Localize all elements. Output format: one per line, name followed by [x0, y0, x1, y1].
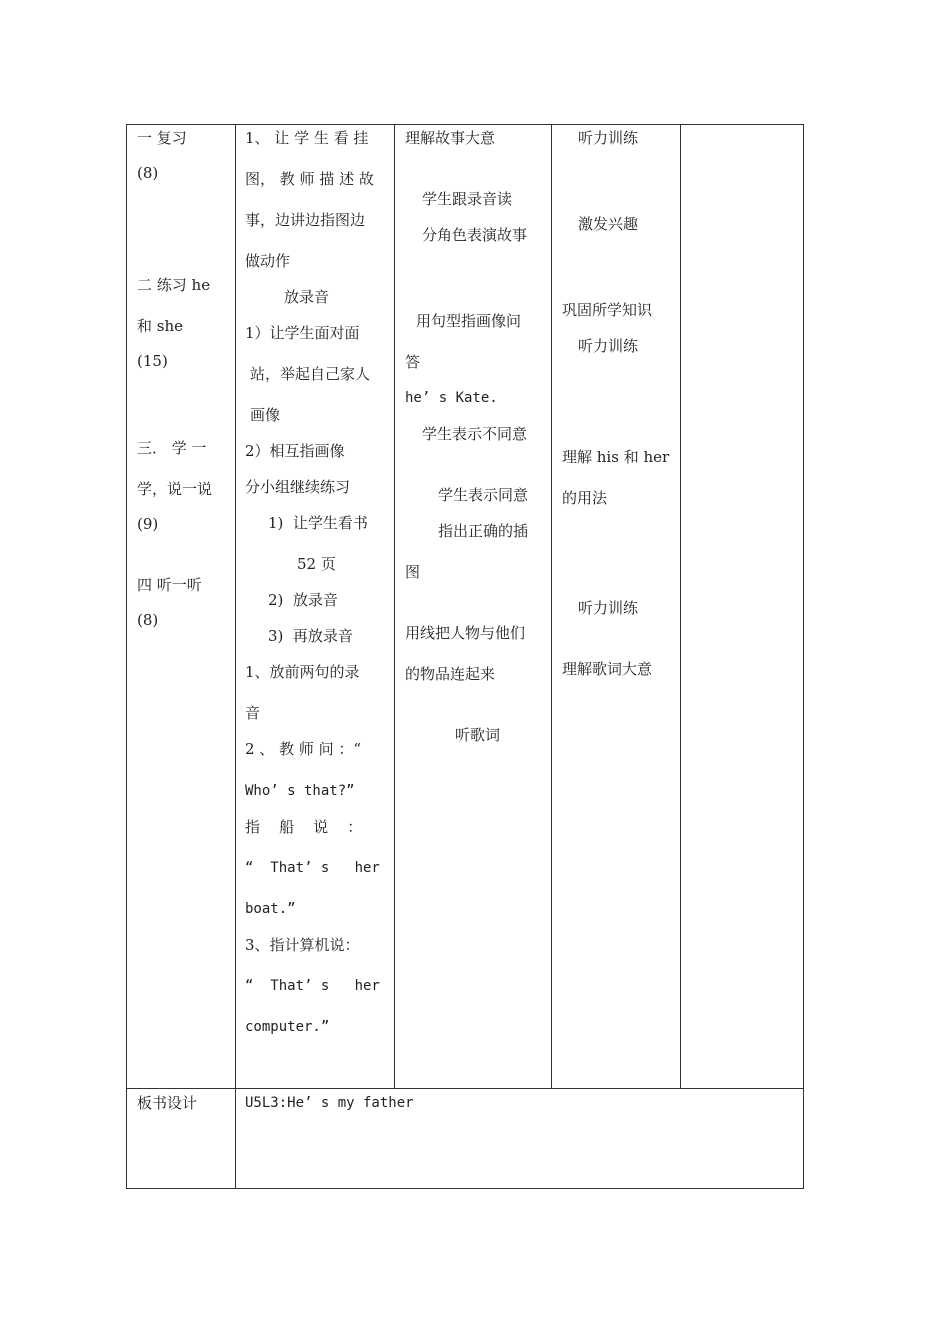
teacher-line: computer.” [245, 1019, 330, 1035]
student-line: he’ s Kate. [405, 390, 498, 406]
purpose-line: 听力训练 [578, 337, 639, 355]
teacher-line: 2）相互指画像 [245, 442, 345, 460]
student-line: 答 [405, 353, 421, 371]
student-line: 学生表示不同意 [422, 425, 528, 443]
teacher-line: 做动作 [245, 252, 291, 270]
stage-practice-a: 二 练习 he [137, 276, 211, 294]
teacher-line: 3) 再放录音 [268, 627, 353, 645]
student-line: 听歌词 [455, 726, 501, 744]
col-divider-2 [394, 124, 395, 1089]
col-divider-4 [680, 124, 681, 1089]
stage-review: 一 复习 [137, 129, 187, 147]
teacher-line: 2 、 教 师 问 ：“ [245, 740, 362, 758]
purpose-line: 理解歌词大意 [562, 660, 653, 678]
stage-listen: 四 听一听 [137, 576, 202, 594]
student-line: 理解故事大意 [405, 129, 496, 147]
student-line: 的物品连起来 [405, 665, 496, 683]
student-line: 用线把人物与他们 [405, 624, 526, 642]
stage-learn-a: 三． 学 一 [137, 439, 207, 457]
purpose-line: 巩固所学知识 [562, 301, 653, 319]
student-line: 图 [405, 563, 421, 581]
stage-learn-b: 学，说一说 [137, 480, 213, 498]
teacher-line: 1、放前两句的录 [245, 663, 360, 681]
purpose-line: 的用法 [562, 489, 608, 507]
purpose-line: 听力训练 [578, 599, 639, 617]
teacher-line: “ That’ s her [245, 978, 380, 994]
teacher-line: 1）让学生面对面 [245, 324, 360, 342]
student-line: 分角色表演故事 [422, 226, 528, 244]
teacher-line: 音 [245, 704, 261, 722]
teacher-line: 1、 让 学 生 看 挂 [245, 129, 369, 147]
purpose-line: 激发兴趣 [578, 215, 639, 233]
stage-listen-time: (8) [137, 611, 159, 629]
teacher-line: 2) 放录音 [268, 591, 338, 609]
stage-learn-time: (9) [137, 515, 159, 533]
stage-practice-time: (15) [137, 352, 168, 370]
teacher-line: 图， 教 师 描 述 故 [245, 170, 374, 188]
teacher-line: 放录音 [284, 288, 330, 306]
student-line: 学生表示同意 [438, 486, 529, 504]
teacher-line: 3、指计算机说： [245, 936, 360, 954]
stage-practice-b: 和 she [137, 317, 184, 335]
teacher-line: boat.” [245, 901, 296, 917]
purpose-line: 听力训练 [578, 129, 639, 147]
teacher-line: 指 船 说 ： [245, 818, 363, 836]
teacher-line: 分小组继续练习 [245, 478, 351, 496]
student-line: 指出正确的插 [438, 522, 529, 540]
col-divider-3 [551, 124, 552, 1089]
student-line: 学生跟录音读 [422, 190, 513, 208]
teacher-line: “ That’ s her [245, 860, 380, 876]
purpose-line: 理解 his 和 her [562, 448, 670, 466]
board-design-label: 板书设计 [137, 1094, 198, 1112]
teacher-line: Who’ s that?” [245, 783, 355, 799]
lesson-table [126, 124, 804, 1189]
teacher-line: 52 页 [297, 555, 336, 573]
row-divider [126, 1088, 804, 1089]
teacher-line: 事，边讲边指图边 [245, 211, 366, 229]
board-design-content: U5L3:He’ s my father [245, 1095, 414, 1111]
teacher-line: 站，举起自己家人 [250, 365, 371, 383]
stage-review-time: (8) [137, 164, 159, 182]
teacher-line: 画像 [250, 406, 281, 424]
col-divider-1 [235, 124, 236, 1189]
student-line: 用句型指画像问 [416, 312, 522, 330]
teacher-line: 1) 让学生看书 [268, 514, 368, 532]
